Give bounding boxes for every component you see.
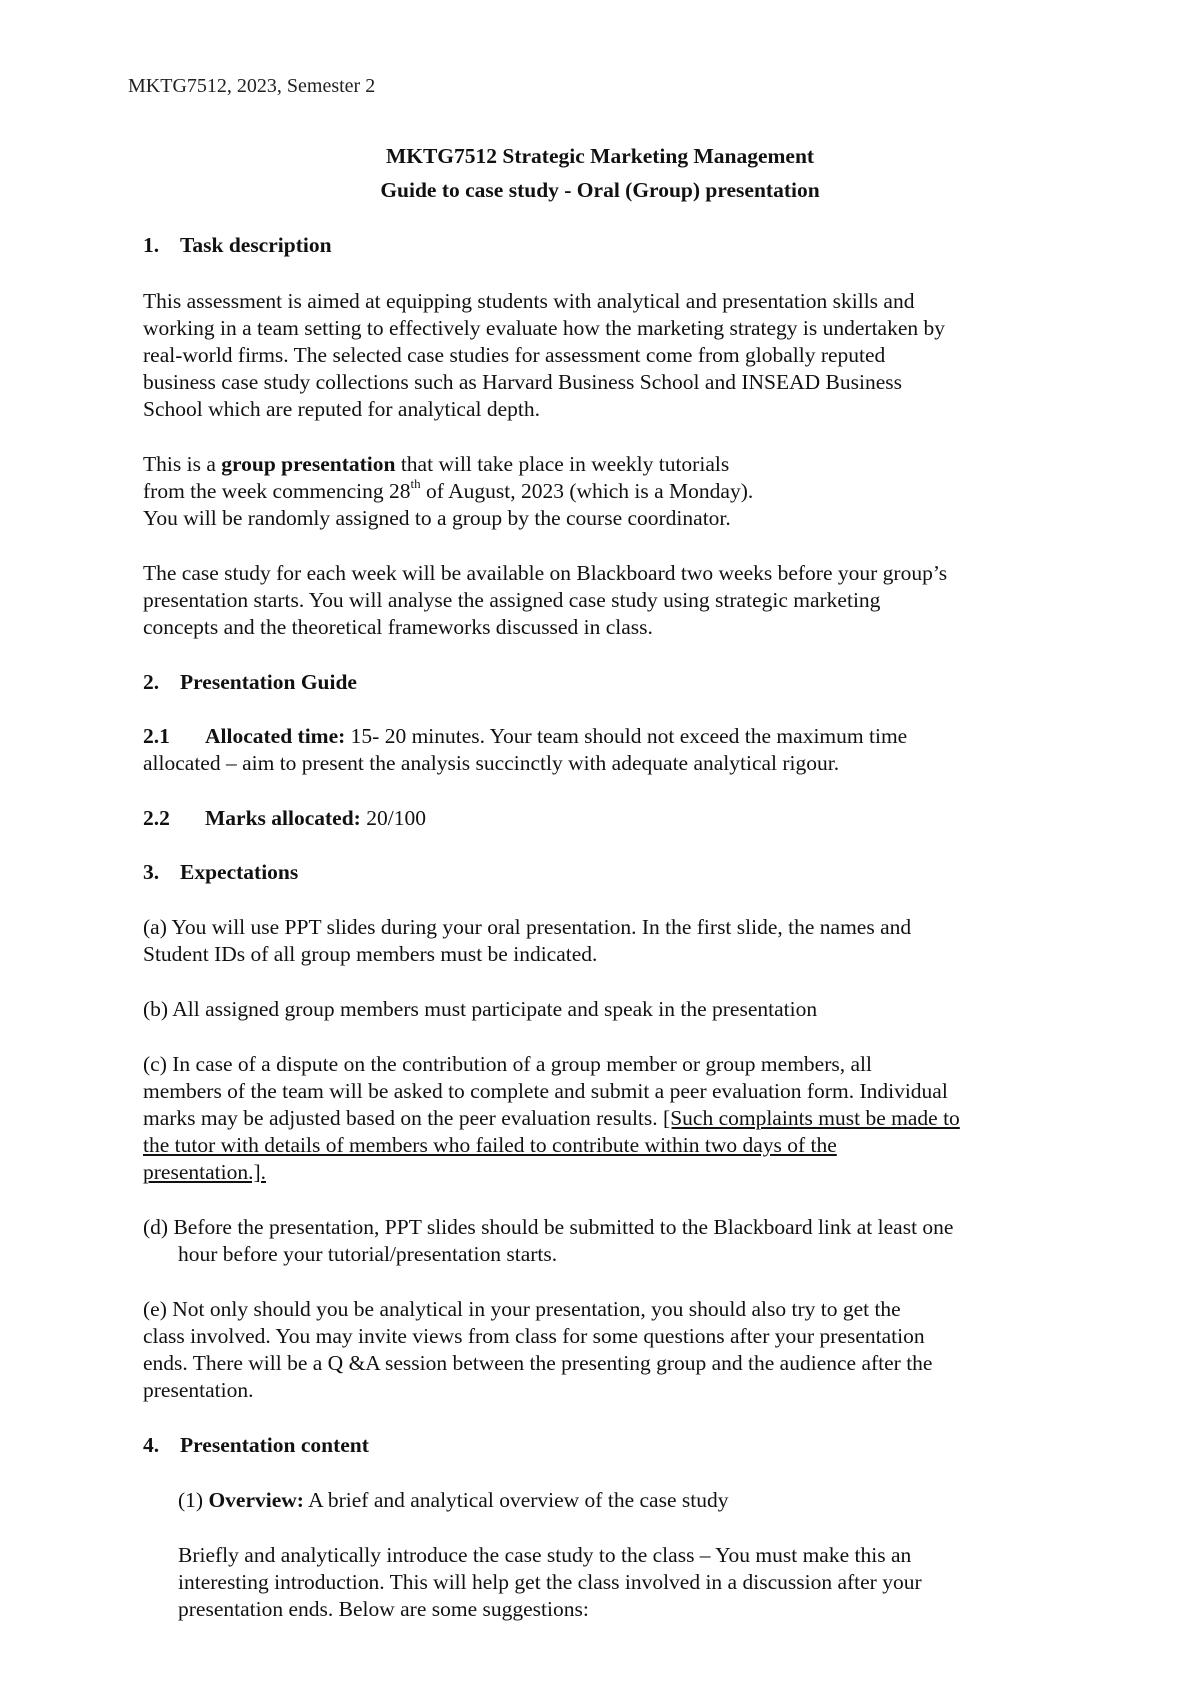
paragraph-line: concepts and the theoretical frameworks discussed in class. — [143, 615, 653, 639]
subsection-number: 2.1 — [143, 724, 170, 748]
paragraph-line: (c) In case of a dispute on the contribution of a group member or group members, all — [143, 1052, 872, 1076]
paragraph-line: (e) Not only should you be analytical in your presentation, you should also try to get the — [143, 1297, 901, 1321]
paragraph-line — [143, 477, 753, 505]
section-1-heading — [143, 231, 332, 259]
section-2-heading — [143, 668, 357, 696]
paragraph-line: The case study for each week will be available on Blackboard two weeks before your group’s — [143, 561, 948, 585]
section-title: Expectations — [180, 860, 299, 884]
document-subtitle: Guide to case study - Oral (Group) presentation — [380, 178, 820, 202]
item-label: Overview: — [208, 1488, 304, 1512]
paragraph-line: You will be randomly assigned to a group by the course coordinator. — [143, 506, 731, 530]
underlined-line: presentation.]. — [143, 1160, 266, 1184]
text: 15- 20 minutes. Your team should not exceed the maximum time — [345, 724, 908, 748]
section-4-heading — [143, 1431, 369, 1459]
subsection-label: Allocated time: — [205, 724, 346, 748]
paragraph-line: (b) All assigned group members must participate and speak in the presentation — [143, 997, 818, 1021]
paragraph-line — [143, 1104, 960, 1132]
text: 20/100 — [360, 806, 426, 830]
text: marks may be adjusted based on the peer evaluation results. — [143, 1106, 664, 1130]
paragraph-line: class involved. You may invite views from class for some questions after your presentation — [143, 1324, 925, 1348]
superscript: th — [410, 475, 421, 491]
paragraph-line: (a) You will use PPT slides during your oral presentation. In the first slide, the names and — [143, 915, 912, 939]
paragraph-line: (d) Before the presentation, PPT slides should be submitted to the Blackboard link at least one — [143, 1215, 954, 1239]
paragraph-line: ends. There will be a Q &A session between the presenting group and the audience after the — [143, 1351, 933, 1375]
paragraph-line: Student IDs of all group members must be indicated. — [143, 942, 598, 966]
underlined-line: the tutor with details of members who failed to contribute within two days of the — [143, 1133, 837, 1157]
paragraph-line: School which are reputed for analytical depth. — [143, 397, 541, 421]
subsection-2-2 — [143, 804, 426, 832]
overview-item — [178, 1486, 728, 1514]
text: from the week commencing 28 — [143, 479, 411, 503]
paragraph-line: real-world firms. The selected case studies for assessment come from globally reputed — [143, 343, 886, 367]
subsection-2-1 — [143, 722, 907, 750]
underlined-text: [Such complaints must be made to — [663, 1106, 960, 1130]
text: that will take place in weekly tutorials — [395, 452, 730, 476]
paragraph-line: Briefly and analytically introduce the case study to the class – You must make this an — [178, 1543, 912, 1567]
document-title: MKTG7512 Strategic Marketing Management — [385, 144, 815, 168]
section-number: 3. — [143, 860, 160, 884]
section-number: 2. — [143, 670, 160, 694]
section-title: Presentation content — [180, 1433, 369, 1457]
section-title: Presentation Guide — [180, 670, 357, 694]
page-header: MKTG7512, 2023, Semester 2 — [128, 75, 376, 97]
section-number: 4. — [143, 1433, 160, 1457]
section-number: 1. — [143, 233, 160, 257]
paragraph-line: business case study collections such as Harvard Business School and INSEAD Business — [143, 370, 902, 394]
text: A brief and analytical overview of the case study — [303, 1488, 729, 1512]
paragraph-line: members of the team will be asked to complete and submit a peer evaluation form. Individual — [143, 1079, 948, 1103]
item-number: (1) — [178, 1488, 209, 1512]
paragraph-line: interesting introduction. This will help get the class involved in a discussion after your — [178, 1570, 922, 1594]
paragraph-line — [143, 450, 729, 478]
paragraph-line: This assessment is aimed at equipping students with analytical and presentation skills and — [143, 289, 915, 313]
subsection-number: 2.2 — [143, 806, 170, 830]
paragraph-line: hour before your tutorial/presentation starts. — [178, 1242, 558, 1266]
paragraph-line: presentation. — [143, 1378, 254, 1402]
text: This is a — [143, 452, 222, 476]
text: of August, 2023 (which is a Monday). — [420, 479, 754, 503]
paragraph-line: allocated – aim to present the analysis succinctly with adequate analytical rigour. — [143, 751, 840, 775]
bold-text: group presentation — [221, 452, 396, 476]
paragraph-line: presentation ends. Below are some suggestions: — [178, 1597, 589, 1621]
section-title: Task description — [180, 233, 332, 257]
paragraph-line: working in a team setting to effectively evaluate how the marketing strategy is undertaken by — [143, 316, 946, 340]
section-3-heading — [143, 858, 298, 886]
paragraph-line: presentation starts. You will analyse the assigned case study using strategic marketing — [143, 588, 881, 612]
subsection-label: Marks allocated: — [205, 806, 361, 830]
